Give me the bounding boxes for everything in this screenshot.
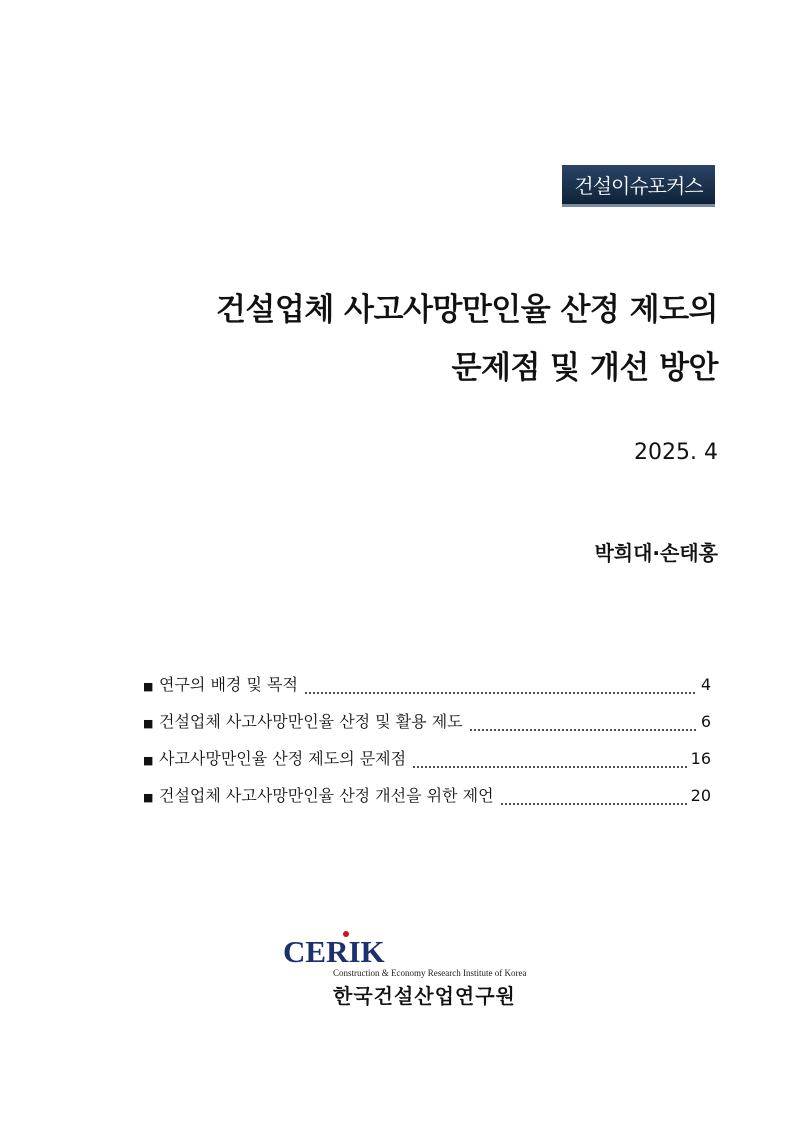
toc-item-page: 4 [700,675,711,694]
toc-item[interactable] [143,672,711,709]
cerik-logo [283,928,543,1008]
table-of-contents [143,672,711,820]
bullet-icon: ■ [143,754,154,767]
toc-item-label: 건설업체 사고사망만인율 산정 개선을 위한 제언 [159,786,494,805]
toc-item[interactable] [143,709,711,746]
dot-leader [500,803,687,805]
toc-item-page: 20 [690,786,711,805]
report-title-line-2: 문제점 및 개선 방안 [451,350,718,386]
toc-item-label: 건설업체 사고사망만인율 산정 및 활용 제도 [159,712,463,731]
logo-acronym: CERIK [283,934,385,969]
logo-korean-name: 한국건설산업연구원 [333,984,516,1008]
dot-leader [304,692,697,694]
logo-english-name: Construction & Economy Research Institute of Korea [333,968,527,978]
bullet-icon: ■ [143,680,154,693]
toc-item-label: 사고사망만인율 산정 제도의 문제점 [159,749,407,768]
series-badge-label: 건설이슈포커스 [574,174,703,198]
dot-leader [412,766,687,768]
dot-leader [469,729,697,731]
toc-item-page: 6 [700,712,711,731]
bullet-icon: ■ [143,717,154,730]
toc-item[interactable] [143,783,711,820]
report-title-line-1: 건설업체 사고사망만인율 산정 제도의 [215,292,718,328]
authors: 박희대·손태홍 [594,541,718,565]
publication-date: 2025. 4 [634,440,718,465]
toc-item-page: 16 [690,749,711,768]
series-badge [562,165,715,207]
bullet-icon: ■ [143,791,154,804]
toc-item[interactable] [143,746,711,783]
toc-item-label: 연구의 배경 및 목적 [159,675,298,694]
